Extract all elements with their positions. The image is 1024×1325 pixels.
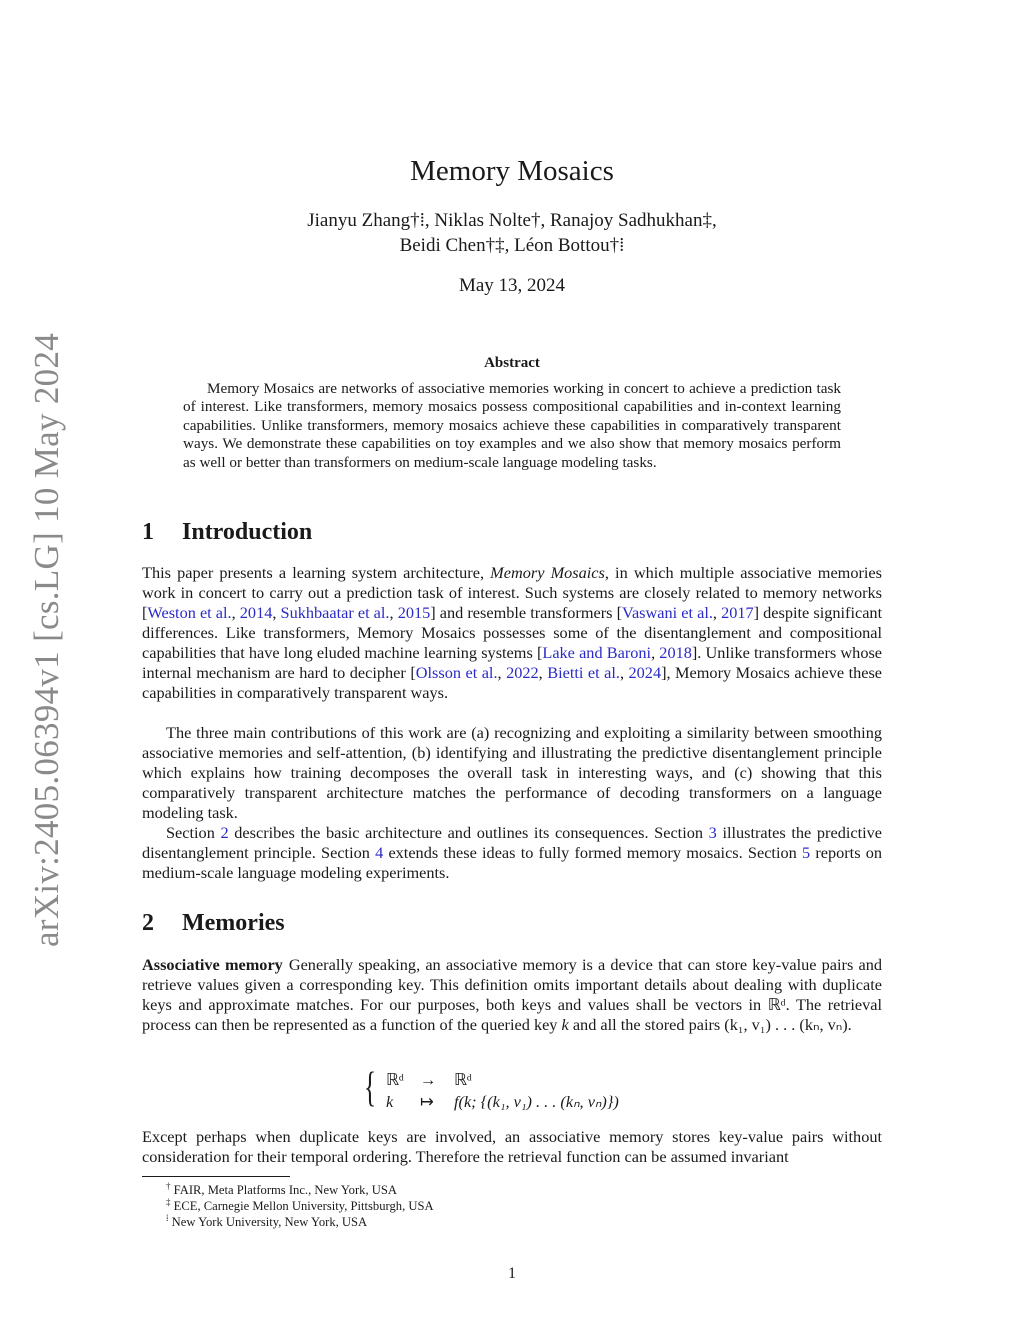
citation-link[interactable]: 2018 <box>659 643 692 662</box>
section-heading-introduction <box>142 519 312 546</box>
section-title: Introduction <box>182 519 313 545</box>
memories-paragraph-1: Associative memory Generally speaking, an associative memory is a device that can store key-value pairs and retrieve values given a corresponding key. This definition omits important details about dealing with duplicate keys and approximate matches. For our purposes, both keys and values shall be vectors in ℝᵈ. The retrieval process can then be represented as a function of the queried key k and all the stored pairs (k₁, v₁) . . . (kₙ, vₙ). <box>142 955 883 1034</box>
section-ref-link[interactable]: 4 <box>375 843 384 862</box>
citation-link[interactable]: Vaswani et al. <box>622 603 713 622</box>
formula-arrow: → <box>420 1070 437 1089</box>
citation-link[interactable]: 2014 <box>239 603 273 622</box>
abstract-heading: Abstract <box>484 355 540 371</box>
formula-brace: { <box>364 1065 377 1111</box>
runin-heading: Associative memory <box>142 955 283 974</box>
citation-link[interactable]: 2015 <box>397 603 431 622</box>
section-ref-link[interactable]: 5 <box>801 843 811 862</box>
page-number: 1 <box>508 1265 516 1282</box>
citation-link[interactable]: Sukhbaatar et al. <box>280 603 390 622</box>
emphasis-term: Memory Mosaics <box>490 563 605 582</box>
section-number: 1 <box>142 519 154 545</box>
section-ref-link[interactable]: 3 <box>708 823 717 842</box>
intro-paragraph-2: The three main contributions of this work are (a) recognizing and exploiting a similarity between smoothing associative memories and self-attention, (b) identifying and illustrating the predictive disentanglement principle which explains how training decomposes the overall task in interesting ways, and (c) showing that this comparatively transparent architecture matches the performance of decoding transformers on a language modeling task. <box>142 723 882 822</box>
intro-paragraph-1: This paper presents a learning system architecture, Memory Mosaics, in which multiple associative memories work in concert to carry out a prediction task of interest. Such systems are closely related to memory networks [Weston et al., 2014, Sukhbaatar et al., 2015] and resemble transformers [Vaswani et al., 2017] despite significant differences. Like transformers, Memory Mosaics possesses some of the disentanglement and compositional capabilities that have long eluded machine learning systems [Lake and Baroni, 2018]. Unlike transformers whose internal mechanism are hard to decipher [Olsson et al., 2022, Bietti et al., 2024], Memory Mosaics achieve these capabilities in comparatively transparent ways. <box>142 563 883 702</box>
footnote-divider <box>142 1176 290 1177</box>
abstract-text: Memory Mosaics are networks of associative memories working in concert to achieve a prediction task of interest. Like transformers, memory mosaics possess compositional capabilities and in-context learning capabilities. Unlike transformers, memory mosaics achieve these capabilities in comparatively transparent ways. We demonstrate these capabilities on toy examples and we also show that memory mosaics perform as well or better than transformers on medium-scale language modeling tasks. <box>183 380 841 471</box>
memories-paragraph-2: Except perhaps when duplicate keys are involved, an associative memory stores key-value pairs without consideration for their temporal ordering. Therefore the retrieval function can be assumed invariant <box>142 1127 882 1166</box>
citation-link[interactable]: Lake and Baroni <box>542 643 652 662</box>
citation-link[interactable]: 2024 <box>628 663 662 682</box>
section-ref-link[interactable]: 2 <box>220 823 229 842</box>
footnote: † FAIR, Meta Platforms Inc., New York, USA <box>166 1181 397 1198</box>
paper-title: Memory Mosaics <box>410 155 614 187</box>
formula-function: f(k; {(k₁, v₁) . . . (kₙ, vₙ)}) <box>454 1092 619 1111</box>
intro-paragraph-3: Section 2 describes the basic architecture and outlines its consequences. Section 3 illustrates the predictive disentanglement principle. Section 4 extends these ideas to fully formed memory mosaics. Section 5 reports on medium-scale language modeling experiments. <box>142 823 883 882</box>
citation-link[interactable]: Bietti et al. <box>547 663 620 682</box>
formula-mapsto: ↦ <box>420 1092 434 1111</box>
retrieval-formula <box>364 1067 674 1117</box>
citation-link[interactable]: 2017 <box>721 603 754 622</box>
section-heading-memories <box>142 910 285 937</box>
formula-codomain: ℝᵈ <box>454 1070 472 1089</box>
footnote: ⁞ New York University, New York, USA <box>166 1213 368 1230</box>
formula-domain: ℝᵈ <box>386 1070 404 1089</box>
paper-date: May 13, 2024 <box>458 275 566 296</box>
authors-line-2: Beidi Chen†‡, Léon Bottou†⁞ <box>399 235 625 256</box>
section-title: Memories <box>182 910 285 936</box>
citation-link[interactable]: Olsson et al. <box>415 663 498 682</box>
formula-key: k <box>386 1092 394 1111</box>
section-number: 2 <box>142 910 154 936</box>
citation-link[interactable]: 2022 <box>506 663 539 682</box>
citation-link[interactable]: Weston et al. <box>147 603 232 622</box>
authors-line-1: Jianyu Zhang†⁞, Niklas Nolte†, Ranajoy Sadhukhan‡, <box>307 210 717 231</box>
arxiv-identifier: arXiv:2405.06394v1 [cs.LG] 10 May 2024 <box>27 332 66 948</box>
footnote: ‡ ECE, Carnegie Mellon University, Pittsburgh, USA <box>166 1197 434 1214</box>
